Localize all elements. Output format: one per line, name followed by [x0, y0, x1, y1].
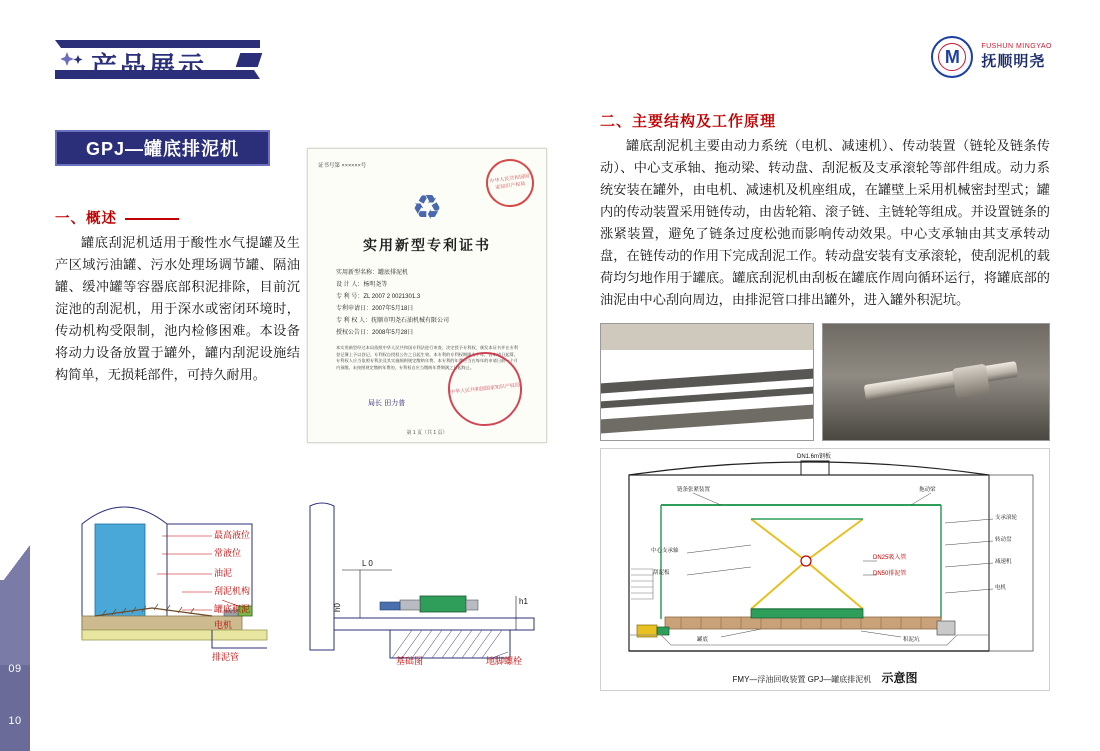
schematic-caption-line1: FMY—浮油回收装置	[732, 675, 806, 684]
page-edge-band-bottom	[0, 665, 30, 751]
tank-label: 电机	[214, 620, 233, 630]
schematic-label: DN50排泥管	[873, 571, 907, 577]
certificate-title: 实用新型专利证书	[363, 238, 491, 254]
product-title: GPJ—罐底排泥机	[85, 139, 240, 159]
tank-label: 刮泥机构	[214, 586, 251, 596]
certificate-top-seal: 中华人民共和国国家知识产权局	[483, 156, 537, 210]
certificate-field: 专 利 权 人：抚顺市明尧石油机械有限公司	[336, 318, 450, 324]
section-two-body: 罐底刮泥机主要由动力系统（电机、减速机）、传动装置（链轮及链条传动）、中心支承轴、拖动梁、转动盘、刮泥板及支承滚轮等部件组成。动力系统安装在罐外，由电机、减速机及机座组成，在罐壁上采用机械密封型式；罐内的传动装置采用链传动，由齿轮箱、滚子链、主链轮等组成。并设置链条的涨紧装置，避免了链条过度松弛而影响传动效果。中心支承轴由其支承转动盘，在链传动的作用下完成刮泥工作。转动盘安装有支承滚轮，使刮泥机的载荷均匀地作用于罐底。罐底刮泥机由刮板在罐底作周向循环运行，将罐底部的油泥由中心刮向周边，由排泥管口排出罐外，进入罐外积泥坑。	[600, 139, 1050, 308]
scraper-assembly-photo	[600, 323, 814, 441]
schematic-caption-line2: GPJ—罐底排泥机	[807, 675, 872, 684]
section-two-heading: 二、主要结构及工作原理	[600, 113, 777, 130]
tank-label: 最高液位	[214, 530, 251, 540]
heading-rule	[125, 218, 179, 220]
schematic-label: 罐底	[697, 637, 709, 643]
schematic-label: 支承滚轮	[995, 515, 1018, 521]
banner-accent	[236, 53, 263, 67]
certificate-signature: 局长 田力普	[368, 399, 406, 407]
pump-caption: 基础图	[396, 656, 424, 665]
schematic-label: 电机	[995, 585, 1007, 591]
certificate-field: 授权公告日：2008年5月28日	[336, 330, 414, 336]
page-edge-tabs	[0, 0, 30, 751]
photo-hub	[952, 363, 990, 398]
schematic-caption-big: 示意图	[881, 671, 918, 685]
logo-text	[981, 43, 1052, 71]
schematic-label: 拖动梁	[919, 487, 936, 493]
patent-certificate-image	[307, 148, 547, 443]
certificate-body-text: 本实用新型经过本局依照中华人民共和国专利法进行审查，决定授予专利权，颁发本证书并在专利登记簿上予以登记。专利权自授权公告之日起生效。本专利的专利权期限为十年，自申请日起算。专利权人应当依照专利法及其实施细则规定缴纳年费。本专利的年费应当在每年的申请日前一个月内预缴。未按照规定缴纳年费的，专利权自应当缴纳年费期满之日起终止。	[336, 345, 518, 370]
page-number-right: 10	[8, 715, 22, 727]
certificate-field: 设 计 人：杨明尧等	[336, 282, 388, 288]
section-one-body: 罐底刮泥机适用于酸性水气提罐及生产区域污油罐、污水处理场调节罐、隔油罐、缓冲罐等容器底部积泥排除，目前沉淀池的刮泥机，用于深水或密闭环境时，传动机构受限制，池内检修困难。本设备将动力设备放置于罐外，罐内刮泥设施结构简单，无损耗部件，可持久耐用。	[55, 236, 300, 383]
logo-zh: 抚顺明尧	[981, 53, 1046, 70]
pump-caption: 地脚螺栓	[486, 656, 523, 665]
schematic-label: 积泥坑	[903, 637, 920, 643]
center-shaft-photo	[822, 323, 1050, 441]
page-number-left: 09	[8, 663, 22, 675]
schematic-top-label: DN1.6m钢板	[797, 454, 832, 460]
pump-dimension-label: h0	[333, 603, 342, 612]
section-one-heading-text: 一、概述	[55, 211, 117, 227]
company-logo	[931, 36, 1052, 78]
tank-label: 罐底积泥	[214, 604, 251, 614]
certificate-fields	[336, 267, 518, 339]
schematic-label: 减速机	[995, 559, 1012, 565]
logo-letter: M	[944, 46, 960, 67]
tank-label: 常液位	[214, 548, 242, 558]
schematic-label: DN25吸入管	[873, 555, 907, 561]
sparkle-icon	[61, 50, 87, 70]
product-title-plaque	[55, 130, 270, 166]
certificate-emblem-icon: ♻	[411, 189, 443, 227]
section-one-heading	[55, 207, 179, 228]
certificate-number: 证书号第 ××××××号	[318, 163, 367, 169]
photo-sky	[601, 324, 813, 350]
schematic-svg	[601, 449, 1051, 692]
certificate-field: 专 利 号：ZL 2007 2 0021301.3	[336, 294, 421, 300]
tank-section-drawing	[62, 488, 292, 663]
schematic-label: 刮泥板	[653, 570, 670, 576]
system-schematic-drawing	[600, 448, 1050, 691]
pump-base-drawing	[300, 500, 550, 665]
banner-title: 产品展示	[91, 52, 208, 82]
schematic-caption	[601, 669, 1049, 686]
schematic-label: 链条张紧装置	[677, 487, 711, 493]
logo-en: FUSHUN MINGYAO	[981, 43, 1052, 50]
pump-dimension-label: L 0	[362, 559, 373, 568]
logo-mark-icon	[931, 36, 973, 78]
page-edge-band-top	[0, 580, 30, 665]
header-banner	[55, 40, 260, 80]
schematic-label: 中心支承轴	[651, 548, 679, 554]
certificate-footer: 第 1 页（共 1 页）	[406, 430, 448, 436]
page-edge-diagonal	[0, 545, 30, 585]
certificate-official-seal: 中华人民共和国国家知识产权局	[444, 348, 525, 429]
schematic-label: 转动盘	[995, 537, 1012, 543]
tank-label: 油泥	[214, 568, 233, 578]
certificate-field: 专利申请日：2007年5月18日	[336, 306, 414, 312]
certificate-field: 实用新型名称：罐底排泥机	[336, 270, 409, 276]
pump-dimension-label: h1	[519, 597, 528, 606]
tank-bottom-label: 排泥管	[212, 652, 240, 662]
